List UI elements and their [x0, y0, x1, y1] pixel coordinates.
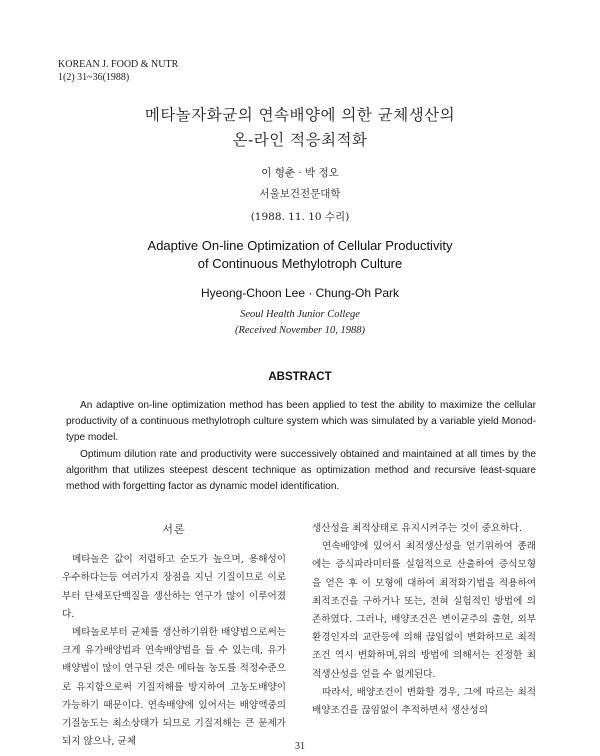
english-authors: Hyeong-Choon Lee · Chung-Oh Park: [200, 286, 400, 300]
abstract-body: [66, 398, 536, 495]
korean-received-date: (1988. 11. 10 수리): [250, 211, 350, 223]
journal-name: KOREAN J. FOOD & NUTR: [58, 59, 179, 70]
english-received-date: (Received November 10, 1988): [234, 325, 366, 336]
korean-title-line1: 메타놀자화균의 연속배양에 의한 균체생산의: [144, 106, 456, 124]
introduction-paragraph-3: 연속배양에 있어서 최적생산성을 얻기위하여 종래에는 증식파라미터를 실험적으로 산출하여 증식모형을 얻은 후 이 모형에 대하여 최적화기법을 적용하여 최적조건을 구하거나 또는, 전혀 실험적인 방법에 의존하였다. 그러나, 배양조건은 변이균주의 출현, 외부환경인자의 교란등에 의해 끊임없이 변화하므로 최적조건 역시 변화하며,위의 방법에 의해서는 진정한 최적생산성을 얻을 수 없게된다.: [312, 541, 536, 680]
korean-affiliation: 서울보건전문대학: [259, 188, 341, 200]
english-title-line2: of Continuous Methylotroph Culture: [197, 256, 403, 271]
abstract-paragraph-2: Optimum dilution rate and productivity were successively obtained and maintained at all times by the algorithm that utilizes steepest descent technique as optimization method and recursive least-square method with forgetting factor as dynamic model identification.: [66, 448, 536, 493]
introduction-paragraph-2: 메타놀로부터 균체를 생산하기위한 배양법으로써는 크게 유가배양법과 연속배양법을 들 수 있는데, 유가배양법이 많이 연구된 것은 메타놀 농도를 적정수준으로 유지함으로써 기질저해를 방지하여 고농도배양이 가능하기 때문이다. 연속배양에 있어서는 배양액중의 기질농도는 최소상태가 되므로 기질저해는 큰 문제가 되지 않으나, 균체: [62, 627, 286, 748]
journal-header: [58, 58, 178, 84]
abstract-heading: ABSTRACT: [268, 371, 332, 383]
abstract-paragraph-1: An adaptive on-line optimization method has been applied to test the ability to maximize the cellular productivity of a continuous methylotroph culture system which was simulated by a variable yield Monod-type model.: [66, 400, 536, 444]
introduction-left-column: [62, 521, 286, 751]
journal-volume: 1(2) 31~36(1988): [58, 72, 130, 83]
introduction-paragraph-1: 메타놀은 값이 저렴하고 순도가 높으며, 용해성이 우수하다는등 여러가지 장점을 지닌 기질이므로 이로부터 단세포단백질을 생산하는 연구가 많이 이루어졌다.: [62, 554, 286, 620]
korean-title-line2: 온-라인 적응최적화: [232, 131, 368, 149]
introduction-paragraph-continued: 생산성을 최적상태로 유지시켜주는 것이 중요하다.: [312, 523, 522, 534]
introduction-paragraph-4: 따라서, 배양조건이 변화할 경우, 그에 따르는 최적배양조건을 끊임없이 추적하면서 생산성의: [312, 686, 536, 717]
english-title-line1: Adaptive On-line Optimization of Cellular Productivity: [147, 238, 453, 253]
english-affiliation: Seoul Health Junior College: [240, 309, 360, 320]
introduction-right-column: [312, 520, 536, 720]
page-number: 31: [295, 741, 305, 752]
korean-authors: 이 형춘 · 박 정오: [261, 167, 339, 179]
introduction-heading: 서론: [162, 523, 186, 536]
